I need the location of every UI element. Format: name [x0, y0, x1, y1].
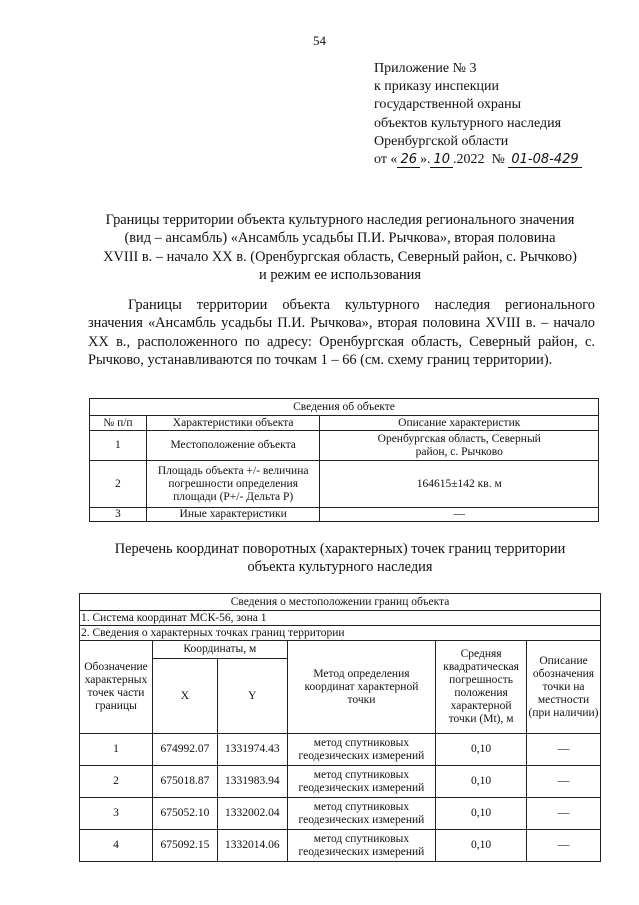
- heading-line: XVIII в. – начало XX в. (Оренбургская область, Северный район, с. Рычково): [103, 248, 577, 265]
- date-day-handwritten: 26: [397, 152, 420, 168]
- column-header-error: Средняя квадратическая погрешность положения характерной точки (Mt), м: [436, 641, 527, 734]
- table-title: Сведения об объекте: [90, 399, 599, 416]
- coordinate-system: 1. Система координат МСК-56, зона 1: [80, 611, 601, 626]
- error-value: 0,10: [436, 734, 527, 766]
- point-id: 2: [80, 766, 153, 798]
- coord-x: 674992.07: [152, 734, 217, 766]
- date-mid: ».: [419, 152, 431, 168]
- row-number: 3: [90, 508, 147, 522]
- coord-x: 675018.87: [152, 766, 217, 798]
- characteristic-value: —: [320, 508, 599, 522]
- coordinates-table: [79, 593, 601, 862]
- method: метод спутниковых геодезических измерений: [287, 798, 435, 830]
- error-value: 0,10: [436, 766, 527, 798]
- order-number-handwritten: 01-08-429: [508, 152, 581, 168]
- column-header: Характеристики объекта: [146, 416, 320, 431]
- list-title-line: Перечень координат поворотных (характерных) точек границ территории: [114, 541, 566, 557]
- date-month-handwritten: 10: [430, 152, 453, 168]
- row-number: 1: [90, 431, 147, 461]
- table-row: [80, 798, 601, 830]
- annex-line: Оренбургской области: [374, 133, 509, 149]
- points-info: 2. Сведения о характерных точках границ территории: [80, 626, 601, 641]
- document-heading: [70, 211, 610, 285]
- number-prefix: №: [491, 152, 505, 168]
- column-header-description: Описание обозначения точки на местности (при наличии): [527, 641, 601, 734]
- date-prefix: от «: [374, 152, 398, 168]
- coord-y: 1332014.06: [217, 830, 287, 862]
- coord-x: 675052.10: [152, 798, 217, 830]
- description: —: [527, 830, 601, 862]
- table-row: [90, 508, 599, 522]
- method: метод спутниковых геодезических измерений: [287, 830, 435, 862]
- column-header-y: Y: [217, 659, 287, 734]
- heading-line: (вид – ансамбль) «Ансамбль усадьбы П.И. Рычкова», вторая половина: [124, 230, 556, 247]
- heading-line: Границы территории объекта культурного наследия регионального значения: [105, 212, 575, 228]
- column-header-coords: Координаты, м: [152, 641, 287, 659]
- description: —: [527, 766, 601, 798]
- coordinates-list-title: [60, 540, 620, 577]
- annex-date-line: [374, 151, 582, 169]
- table-title: Сведения о местоположении границ объекта: [80, 594, 601, 611]
- coord-y: 1331974.43: [217, 734, 287, 766]
- column-header: Описание характеристик: [320, 416, 599, 431]
- annex-line: объектов культурного наследия: [374, 115, 562, 131]
- column-header-point: Обозначение характерных точек части границы: [80, 641, 153, 734]
- row-number: 2: [90, 461, 147, 508]
- characteristic-value: 164615±142 кв. м: [320, 461, 599, 508]
- annex-line: государственной охраны: [374, 97, 522, 113]
- error-value: 0,10: [436, 830, 527, 862]
- point-id: 1: [80, 734, 153, 766]
- point-id: 3: [80, 798, 153, 830]
- characteristic-name: Иные характеристики: [146, 508, 320, 522]
- page-number: 54: [313, 33, 326, 48]
- annex-block: [374, 60, 582, 169]
- table-row: [80, 734, 601, 766]
- object-info-table: [89, 398, 599, 522]
- characteristic-name: Площадь объекта +/- величина погрешности определения площади (P+/- Дельта P): [146, 461, 320, 508]
- coord-y: 1331983.94: [217, 766, 287, 798]
- characteristic-value: Оренбургская область, Северный район, с. Рычково: [320, 431, 599, 461]
- description: —: [527, 734, 601, 766]
- method: метод спутниковых геодезических измерений: [287, 766, 435, 798]
- list-title-line: объекта культурного наследия: [247, 559, 433, 576]
- column-header-x: X: [152, 659, 217, 734]
- column-header: № п/п: [90, 416, 147, 431]
- body-paragraph: Границы территории объекта культурного наследия регионального значения «Ансамбль усадьбы П.И. Рычкова», вторая половина XVIII в. – начало XX в., расположенного по адресу: Оренбургская область, Северный район, с. Рычково, устанавливаются по точкам 1 – 66 (см. схему границ территории).: [88, 297, 595, 368]
- table-row: [90, 431, 599, 461]
- description: —: [527, 798, 601, 830]
- table-row: [80, 830, 601, 862]
- point-id: 4: [80, 830, 153, 862]
- error-value: 0,10: [436, 798, 527, 830]
- heading-line: и режим ее использования: [259, 267, 421, 284]
- coord-x: 675092.15: [152, 830, 217, 862]
- annex-line: к приказу инспекции: [374, 79, 500, 95]
- coord-y: 1332002.04: [217, 798, 287, 830]
- annex-line: Приложение № 3: [374, 61, 477, 76]
- table-row: [90, 461, 599, 508]
- date-year: .2022: [453, 152, 485, 168]
- column-header-method: Метод определения координат характерной точки: [287, 641, 435, 734]
- characteristic-name: Местоположение объекта: [146, 431, 320, 461]
- table-row: [80, 766, 601, 798]
- method: метод спутниковых геодезических измерений: [287, 734, 435, 766]
